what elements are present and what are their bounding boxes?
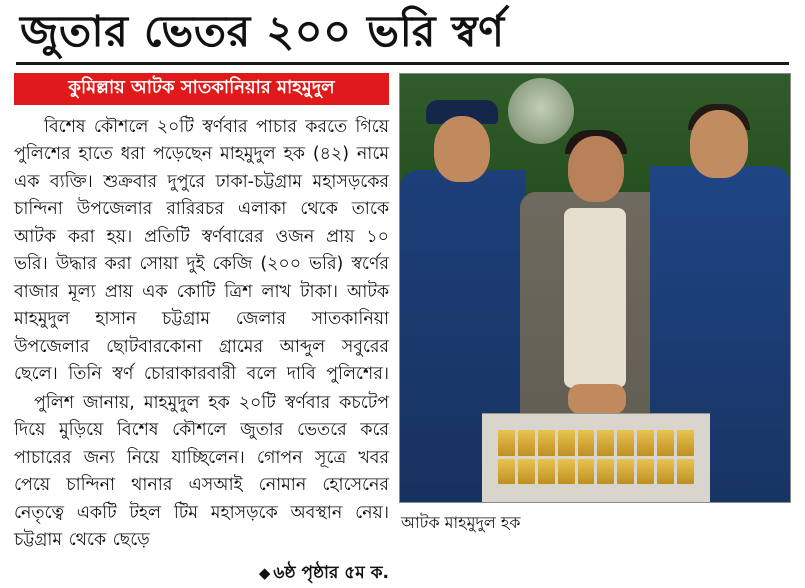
gold-bar [677,459,694,485]
bullet-icon: ◆ [258,563,271,582]
officer-left-head [434,116,490,182]
gold-bar [677,430,694,456]
gold-bar [498,459,515,485]
gold-bar [518,459,535,485]
photo-caption: আটক মাহমুদুল হক [401,513,521,533]
text-column [14,73,389,583]
paragraph-1: বিশেষ কৌশলে ২০টি স্বর্ণবার পাচার করতে গিয়ে পুলিশের হাতে ধরা পড়েছেন মাহমুদুল হক (৪২) নামে এক ব্যক্তি। শুক্রবার দুপুরে ঢাকা-চট্টগ্রাম মহাসড়কের চান্দিনা উপজেলার রারিরচর এলাকা থেকে তাকে আটক করা হয়। প্রতিটি স্বর্ণবারের ওজন প্রায় ১০ ভরি। উদ্ধার করা সোয়া দুই কেজি (২০০ ভরি) স্বর্ণের বাজার মূল্য প্রায় এক কোটি ত্রিশ লাখ টাকা। আটক মাহমুদুল হাসান চট্টগ্রাম জেলার সাতকানিয়া উপজেলার ছোটবারকোনা গ্রামের আব্দুল সবুরের ছেলে। তিনি স্বর্ণ চোরাকারবারী বলে দাবি পুলিশের। [14,116,389,385]
article-text [14,114,389,556]
gold-bar [538,430,555,456]
photo-column [399,73,791,545]
continuation-note [14,560,389,588]
gold-bars-grid [498,430,694,484]
gold-bar [578,430,595,456]
news-photo [399,73,791,503]
gold-bar [657,430,674,456]
article-body [14,73,791,583]
detained-man-head [568,136,624,202]
gold-bar [538,459,555,485]
photo-wrapper [399,73,791,537]
gold-bar [498,430,515,456]
subhead-banner: কুমিল্লায় আটক সাতকানিয়ার মাহমুদুল [14,73,389,105]
detained-man-hands [568,384,626,414]
emblem-icon [508,78,574,144]
gold-bar [617,459,634,485]
officer-right-head [690,110,748,178]
gold-bar [597,430,614,456]
gold-bar [597,459,614,485]
headline-divider [16,62,789,65]
gold-bar [578,459,595,485]
gold-bar [637,459,654,485]
gold-bar [558,430,575,456]
gold-bar [657,459,674,485]
detained-man-shirt [564,208,626,388]
gold-bar [617,430,634,456]
page-title: জুতার ভেতর ২০০ ভরি স্বর্ণ [20,7,505,57]
gold-bar [518,430,535,456]
continuation-label: ৬ষ্ঠ পৃষ্ঠার ৫ম ক. [273,562,389,583]
paragraph-2: পুলিশ জানায়, মাহমুদুল হক ২০টি স্বর্ণবার কচটেপ দিয়ে মুড়িয়ে বিশেষ কৌশলে জুতার ভেতরে করে পাচারের জন্য নিয়ে যাচ্ছিলেন। গোপন সূত্রে খবর পেয়ে চান্দিনা থানার এসআই নোমান হোসেনের নেতৃত্বে একটি টহল টিম মহাসড়কে অবস্থান নেয়। চট্টগ্রাম থেকে ছেড়ে [14,392,389,551]
gold-bars-inset [482,413,710,502]
gold-bar [558,459,575,485]
gold-bar [637,430,654,456]
